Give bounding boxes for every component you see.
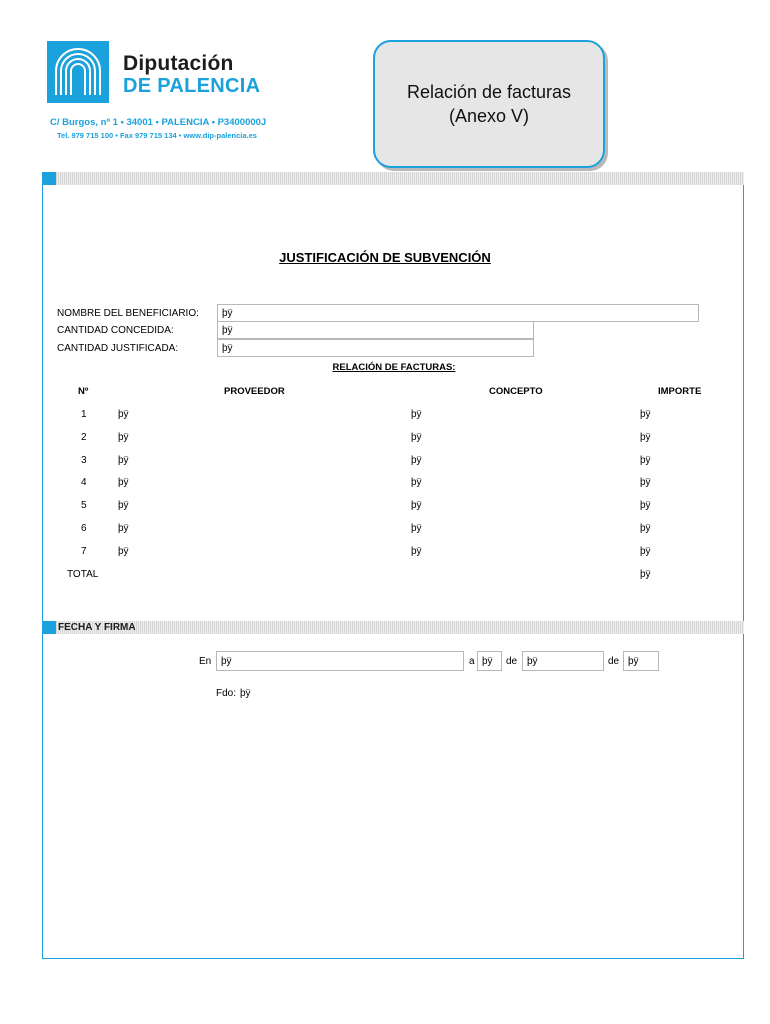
org-name-line2: DE PALENCIA <box>123 75 261 97</box>
column-header-supplier: PROVEEDOR <box>224 386 285 397</box>
supplier-field[interactable]: þÿ <box>118 477 129 488</box>
section-marker-icon <box>42 172 56 185</box>
document-title-box <box>373 40 605 168</box>
concept-field[interactable]: þÿ <box>411 477 422 488</box>
supplier-field[interactable]: þÿ <box>118 432 129 443</box>
concept-field[interactable]: þÿ <box>411 455 422 466</box>
beneficiary-name-label: NOMBRE DEL BENEFICIARIO: <box>57 308 199 319</box>
row-number: 1 <box>81 409 87 420</box>
row-number: 3 <box>81 455 87 466</box>
amount-field[interactable]: þÿ <box>640 455 651 466</box>
section-marker-icon <box>42 621 56 634</box>
supplier-field[interactable]: þÿ <box>118 409 129 420</box>
row-number: 6 <box>81 523 87 534</box>
section-bar-signature <box>42 621 744 634</box>
day-field[interactable]: þÿ <box>477 651 502 671</box>
amount-field[interactable]: þÿ <box>640 500 651 511</box>
en-label: En <box>199 656 212 667</box>
signer-name-field[interactable]: þÿ <box>240 688 251 699</box>
column-header-number: Nº <box>78 386 89 397</box>
column-header-concept: CONCEPTO <box>489 386 543 397</box>
year-field[interactable]: þÿ <box>623 651 659 671</box>
place-field[interactable]: þÿ <box>216 651 464 671</box>
total-label: TOTAL <box>67 569 99 580</box>
signature-section-label: FECHA Y FIRMA <box>58 622 136 633</box>
a-label: a <box>469 656 475 667</box>
granted-amount-field[interactable]: þÿ <box>217 321 534 339</box>
concept-field[interactable]: þÿ <box>411 546 422 557</box>
document-annex: (Anexo V) <box>448 106 530 126</box>
amount-field[interactable]: þÿ <box>640 432 651 443</box>
row-number: 5 <box>81 500 87 511</box>
form-heading: JUSTIFICACIÓN DE SUBVENCIÓN <box>279 250 491 265</box>
beneficiary-name-field[interactable]: þÿ <box>217 304 699 322</box>
column-header-amount: IMPORTE <box>658 386 702 397</box>
amount-field[interactable]: þÿ <box>640 523 651 534</box>
document-title: Relación de facturas <box>406 82 572 102</box>
fdo-label: Fdo: <box>216 688 237 699</box>
supplier-field[interactable]: þÿ <box>118 455 129 466</box>
org-name-line1: Diputación <box>123 52 234 75</box>
concept-field[interactable]: þÿ <box>411 432 422 443</box>
invoices-heading: RELACIÓN DE FACTURAS: <box>332 362 456 373</box>
row-number: 2 <box>81 432 87 443</box>
supplier-field[interactable]: þÿ <box>118 523 129 534</box>
org-address: C/ Burgos, nº 1 • 34001 • PALENCIA • P3400000J <box>50 117 267 128</box>
de-label-2: de <box>608 656 620 667</box>
concept-field[interactable]: þÿ <box>411 500 422 511</box>
form-frame <box>42 172 744 959</box>
row-number: 4 <box>81 477 87 488</box>
logo-icon <box>47 41 109 103</box>
de-label-1: de <box>506 656 518 667</box>
granted-amount-label: CANTIDAD CONCEDIDA: <box>57 325 174 336</box>
total-amount-field[interactable]: þÿ <box>640 569 651 580</box>
concept-field[interactable]: þÿ <box>411 523 422 534</box>
justified-amount-label: CANTIDAD JUSTIFICADA: <box>57 343 179 354</box>
concept-field[interactable]: þÿ <box>411 409 422 420</box>
amount-field[interactable]: þÿ <box>640 546 651 557</box>
justified-amount-field[interactable]: þÿ <box>217 339 534 357</box>
org-contact: Tel. 979 715 100 • Fax 979 715 134 • www.dip-palencia.es <box>57 131 257 140</box>
section-bar-top <box>42 172 744 185</box>
month-field[interactable]: þÿ <box>522 651 604 671</box>
supplier-field[interactable]: þÿ <box>118 546 129 557</box>
supplier-field[interactable]: þÿ <box>118 500 129 511</box>
amount-field[interactable]: þÿ <box>640 477 651 488</box>
amount-field[interactable]: þÿ <box>640 409 651 420</box>
row-number: 7 <box>81 546 87 557</box>
